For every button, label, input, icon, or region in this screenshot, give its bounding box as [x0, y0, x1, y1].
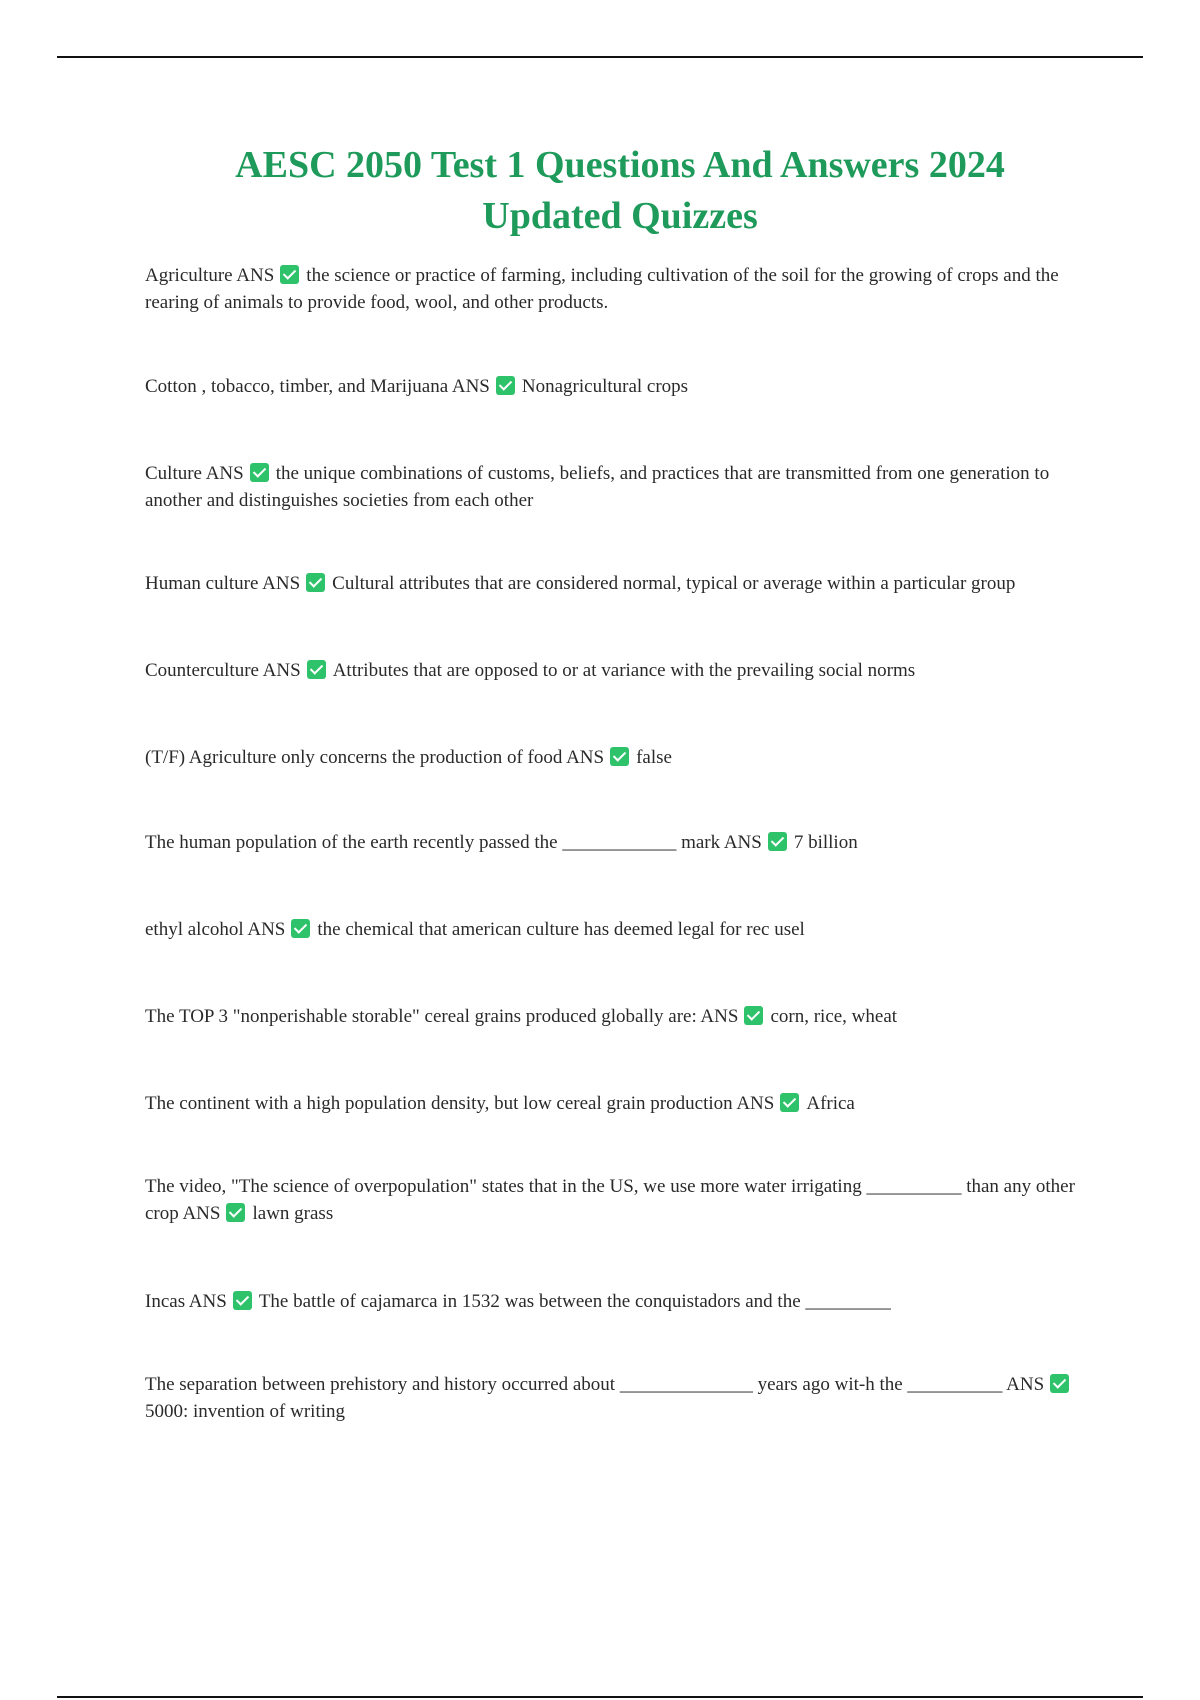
- qa-answer: 7 billion: [793, 832, 858, 853]
- check-box-icon: [233, 1291, 252, 1310]
- qa-answer: The battle of cajamarca in 1532 was between the conquistadors and the _________: [258, 1291, 891, 1312]
- check-box-icon: [226, 1203, 245, 1222]
- qa-item: [145, 1288, 1095, 1315]
- check-box-icon: [280, 265, 299, 284]
- qa-answer: Africa: [806, 1093, 855, 1114]
- document-title: AESC 2050 Test 1 Questions And Answers 2024 Updated Quizzes: [235, 144, 1005, 237]
- qa-question: Human culture ANS: [145, 573, 301, 594]
- qa-item: [145, 373, 1095, 400]
- qa-question: ethyl alcohol ANS: [145, 919, 286, 940]
- qa-question: The video, "The science of overpopulation" states that in the US, we use more water irrigating __________ than any other crop ANS: [145, 1176, 1075, 1224]
- check-box-icon: [744, 1006, 763, 1025]
- qa-item: [145, 1003, 1095, 1030]
- check-box-icon: [780, 1093, 799, 1112]
- qa-answer: Cultural attributes that are considered normal, typical or average within a particular group: [332, 573, 1016, 594]
- top-rule: [57, 56, 1143, 58]
- qa-item: [145, 916, 1095, 943]
- qa-item: [145, 1090, 1095, 1117]
- qa-question: Counterculture ANS: [145, 660, 301, 681]
- qa-answer: corn, rice, wheat: [770, 1006, 898, 1027]
- check-box-icon: [307, 660, 326, 679]
- qa-question: The separation between prehistory and history occurred about ______________ years ago wit-h the __________ ANS: [145, 1374, 1045, 1395]
- qa-answer: the science or practice of farming, including cultivation of the soil for the growing of crops and the rearing of animals to provide food, wool, and other products.: [145, 265, 1059, 313]
- qa-question: The continent with a high population density, but low cereal grain production ANS: [145, 1093, 775, 1114]
- check-box-icon: [306, 573, 325, 592]
- qa-item: [145, 1173, 1095, 1227]
- qa-item: [145, 460, 1095, 514]
- bottom-rule: [57, 1696, 1143, 1698]
- qa-answer: Attributes that are opposed to or at variance with the prevailing social norms: [332, 660, 916, 681]
- qa-item: [145, 657, 1095, 684]
- qa-answer: false: [636, 747, 672, 768]
- qa-item: [145, 570, 1095, 597]
- check-box-icon: [1050, 1374, 1069, 1393]
- qa-answer: lawn grass: [252, 1203, 334, 1224]
- qa-question: (T/F) Agriculture only concerns the production of food ANS: [145, 747, 605, 768]
- check-box-icon: [496, 376, 515, 395]
- qa-answer: Nonagricultural crops: [521, 376, 689, 397]
- qa-question: The human population of the earth recently passed the ____________ mark ANS: [145, 832, 762, 853]
- qa-question: Agriculture ANS: [145, 265, 275, 286]
- qa-answer: 5000: invention of writing: [145, 1401, 346, 1422]
- check-box-icon: [250, 463, 269, 482]
- qa-question: The TOP 3 "nonperishable storable" cereal grains produced globally are: ANS: [145, 1006, 739, 1027]
- qa-item: [145, 744, 1095, 771]
- qa-answer: the chemical that american culture has deemed legal for rec usel: [317, 919, 805, 940]
- qa-item: [145, 1371, 1095, 1425]
- qa-question: Culture ANS: [145, 463, 244, 484]
- check-box-icon: [768, 832, 787, 851]
- qa-question: Cotton , tobacco, timber, and Marijuana ANS: [145, 376, 490, 397]
- qa-question: Incas ANS: [145, 1291, 227, 1312]
- check-box-icon: [291, 919, 310, 938]
- check-box-icon: [610, 747, 629, 766]
- qa-item: [145, 829, 1095, 856]
- qa-answer: the unique combinations of customs, beliefs, and practices that are transmitted from one generation to another and distinguishes societies from each other: [145, 463, 1050, 511]
- qa-item: [145, 262, 1095, 316]
